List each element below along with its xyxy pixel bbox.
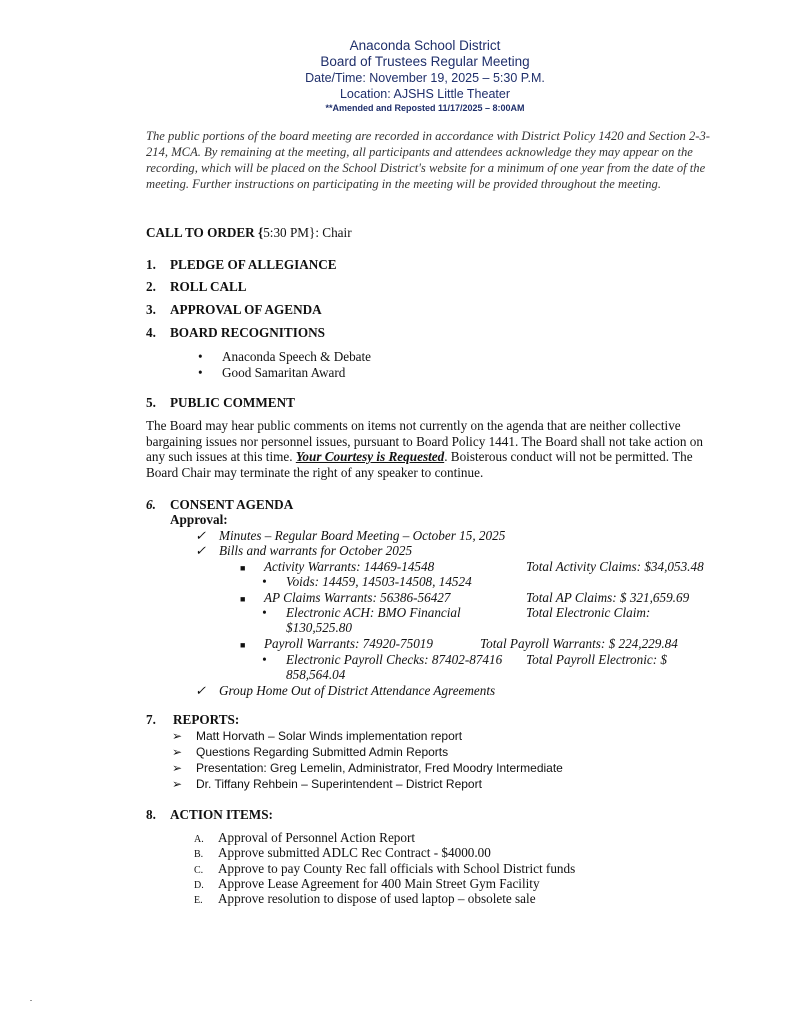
payroll-electronic-amount: 858,564.04	[286, 667, 346, 682]
action-item	[194, 845, 491, 861]
ach-total-label: Total Electronic Claim:	[526, 605, 651, 620]
bullet-icon: •	[198, 365, 203, 380]
recognition-item	[198, 365, 345, 381]
item-number: 5.	[146, 395, 156, 410]
call-to-order-label: CALL TO ORDER {	[146, 225, 264, 240]
action-item	[194, 891, 536, 907]
arrow-bullet-icon: ➢	[172, 745, 183, 759]
meeting-title: Board of Trustees Regular Meeting	[320, 54, 530, 69]
item-number: 7.	[146, 712, 156, 727]
consent-group-home	[195, 683, 495, 699]
square-bullet-icon: ■	[240, 594, 246, 604]
bullet-icon: •	[262, 574, 267, 589]
call-to-order-time: 5:30 PM}: Chair	[263, 225, 352, 240]
recording-notice: The public portions of the board meeting are recorded in accordance with District Policy 1420 and Section 2-3-214, MCA. By remaining at the meeting, all participants and attendees acknowledge they may appear on the recording, which will be placed on the School District's website for a minimum of one year from the date of the meeting. Further instructions on participating in the meeting will be provided throughout the meeting.	[146, 129, 710, 191]
consent-text: Payroll Warrants: 74920-75019	[264, 636, 433, 651]
check-icon: ✓	[195, 528, 207, 543]
report-item	[172, 777, 482, 791]
call-to-order	[146, 225, 352, 241]
public-comment-text	[146, 418, 721, 480]
item-label: REPORTS:	[173, 712, 240, 727]
action-text: Approval of Personnel Action Report	[218, 830, 416, 845]
item-number: 6.	[146, 497, 156, 512]
report-text: Dr. Tiffany Rehbein – Superintendent – District Report	[196, 777, 482, 791]
action-item	[194, 876, 540, 892]
consent-text: Activity Warrants: 14469-14548	[264, 559, 435, 574]
check-icon: ✓	[195, 543, 207, 558]
report-text: Presentation: Greg Lemelin, Administrator, Fred Moodry Intermediate	[196, 761, 563, 775]
item-label: APPROVAL OF AGENDA	[170, 302, 322, 317]
bullet-icon: •	[198, 349, 203, 364]
agenda-item-2	[146, 279, 247, 295]
agenda-item-5	[146, 395, 295, 411]
approval-label: Approval:	[170, 512, 228, 527]
action-text: Approve to pay County Rec fall officials with School District funds	[218, 861, 576, 876]
action-letter: A.	[194, 834, 204, 845]
action-text: Approve Lease Agreement for 400 Main Street Gym Facility	[218, 876, 540, 891]
agenda-item-1	[146, 257, 337, 273]
consent-text: Minutes – Regular Board Meeting – October 15, 2025	[219, 528, 506, 543]
action-text: Approve resolution to dispose of used laptop – obsolete sale	[218, 891, 536, 906]
electronic-ach	[262, 605, 461, 621]
payroll-total: Total Payroll Warrants: $ 224,229.84	[480, 636, 678, 651]
agenda-item-3	[146, 302, 322, 318]
item-number: 4.	[146, 325, 156, 340]
public-comment-body-2: . Boisterous conduct will not be permitted. The Board Chair may terminate the right of any speaker to continue.	[146, 449, 693, 480]
consent-bills	[195, 543, 412, 559]
ap-warrants	[240, 590, 450, 606]
report-item	[172, 761, 563, 775]
ach-amount: $130,525.80	[286, 620, 352, 635]
square-bullet-icon: ■	[240, 640, 246, 650]
report-text: Questions Regarding Submitted Admin Reports	[196, 745, 449, 759]
consent-text: Group Home Out of District Attendance Agreements	[219, 683, 496, 698]
public-comment-body: The Board may hear public comments on items not currently on the agenda that are neither collective bargaining issues nor personnel issues, pursuant to Board Policy 1441. The Board shall not take action on any such issues at this time.	[146, 418, 703, 464]
action-letter: D.	[194, 880, 204, 891]
action-letter: C.	[194, 865, 204, 876]
agenda-item-7	[146, 712, 239, 728]
action-letter: B.	[194, 849, 204, 860]
bullet-icon: •	[262, 605, 267, 620]
payroll-electronic-total-label: Total Payroll Electronic: $	[526, 652, 668, 667]
item-number: 3.	[146, 302, 156, 317]
item-number: 8.	[146, 807, 156, 822]
recognition-text: Anaconda Speech & Debate	[222, 349, 372, 364]
courtesy-note: Your Courtesy is Requested	[295, 449, 445, 464]
action-text: Approve submitted ADLC Rec Contract - $4000.00	[218, 845, 491, 860]
consent-text: Electronic ACH: BMO Financial	[286, 605, 461, 620]
payroll-warrants	[240, 636, 433, 652]
item-number: 2.	[146, 279, 156, 294]
meeting-datetime: Date/Time: November 19, 2025 – 5:30 P.M.	[305, 71, 545, 85]
activity-warrants	[240, 559, 434, 575]
voids	[262, 574, 472, 590]
consent-text: AP Claims Warrants: 56386-56427	[264, 590, 451, 605]
agenda-item-6	[146, 497, 293, 513]
item-label: PLEDGE OF ALLEGIANCE	[170, 257, 337, 272]
report-item	[172, 745, 448, 759]
consent-text: Voids: 14459, 14503-14508, 14524	[286, 574, 472, 589]
meeting-location: Location: AJSHS Little Theater	[339, 87, 510, 101]
square-bullet-icon: ■	[240, 563, 246, 573]
bullet-icon: •	[262, 652, 267, 667]
recognition-text: Good Samaritan Award	[222, 365, 346, 380]
consent-minutes	[195, 528, 505, 544]
item-label: PUBLIC COMMENT	[170, 395, 295, 410]
report-item	[172, 729, 462, 743]
arrow-bullet-icon: ➢	[172, 761, 183, 775]
action-item	[194, 830, 415, 846]
item-label: BOARD RECOGNITIONS	[170, 325, 325, 340]
item-label: CONSENT AGENDA	[170, 497, 294, 512]
activity-total: Total Activity Claims: $34,053.48	[526, 559, 704, 574]
check-icon: ✓	[195, 683, 207, 698]
action-letter: E.	[194, 895, 203, 906]
amended-note: **Amended and Reposted 11/17/2025 – 8:00AM	[325, 103, 525, 113]
arrow-bullet-icon: ➢	[172, 729, 183, 743]
item-label: ACTION ITEMS:	[170, 807, 273, 822]
scan-speck	[30, 1000, 32, 1001]
ap-total: Total AP Claims: $ 321,659.69	[526, 590, 690, 605]
electronic-payroll	[262, 652, 502, 668]
action-item	[194, 861, 575, 877]
item-label: ROLL CALL	[170, 279, 247, 294]
consent-text: Bills and warrants for October 2025	[219, 543, 413, 558]
recognition-item	[198, 349, 371, 365]
item-number: 1.	[146, 257, 156, 272]
district-name: Anaconda School District	[349, 38, 501, 53]
agenda-item-8	[146, 807, 273, 823]
consent-text: Electronic Payroll Checks: 87402-87416	[286, 652, 503, 667]
arrow-bullet-icon: ➢	[172, 777, 183, 791]
report-text: Matt Horvath – Solar Winds implementation report	[196, 729, 463, 743]
agenda-item-4	[146, 325, 325, 341]
